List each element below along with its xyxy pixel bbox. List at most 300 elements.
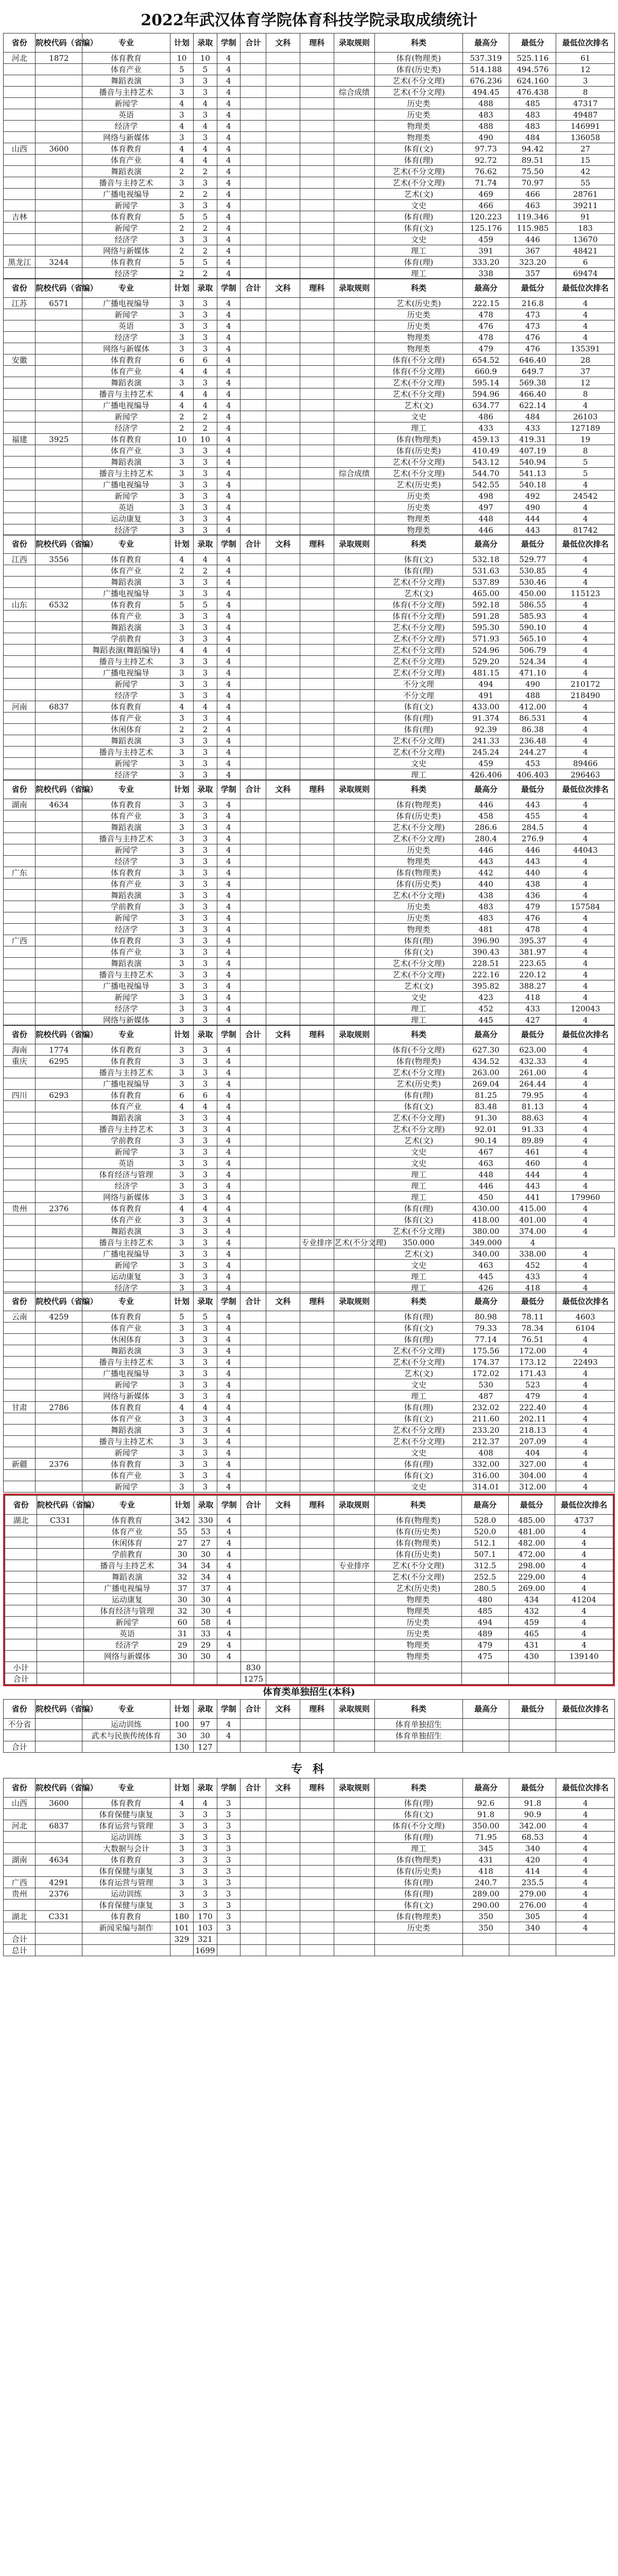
table-cell: 3 xyxy=(194,1135,217,1146)
table-cell: 415.00 xyxy=(509,1203,556,1214)
table-cell: 4 xyxy=(556,1345,615,1357)
table-cell: 3 xyxy=(194,490,217,502)
table-cell: 艺术(不分文理) xyxy=(375,747,462,758)
table-cell: 3 xyxy=(170,713,193,724)
table-cell xyxy=(266,633,300,645)
table-row xyxy=(4,1014,615,1026)
table-cell: 433.00 xyxy=(462,701,509,713)
table-cell: 体育(历史类) xyxy=(375,64,462,75)
table-cell: 历史类 xyxy=(375,912,462,924)
table-cell: 4 xyxy=(556,1481,615,1493)
table-cell xyxy=(266,1628,300,1639)
table-cell xyxy=(4,1248,36,1260)
table-cell xyxy=(300,1311,334,1323)
table-cell: 312.00 xyxy=(509,1481,556,1493)
table-cell xyxy=(300,1549,334,1560)
table-cell: 4 xyxy=(170,1101,193,1112)
table-cell: 艺术(不分文理) xyxy=(375,456,462,468)
table-cell: 2376 xyxy=(36,1888,82,1900)
table-cell xyxy=(241,1583,266,1594)
table-cell: 3 xyxy=(194,1470,217,1481)
table-cell: 585.93 xyxy=(509,611,556,622)
table-cell: 2376 xyxy=(36,1203,82,1214)
table-cell: 171.43 xyxy=(509,1368,556,1379)
table-cell: 体育产业 xyxy=(82,155,170,166)
table-row xyxy=(4,1044,615,1056)
table-cell: 4 xyxy=(217,935,240,946)
table-cell xyxy=(240,1146,266,1158)
table-cell: 3 xyxy=(556,75,615,87)
table-cell xyxy=(36,912,82,924)
table-cell: 89.51 xyxy=(509,155,556,166)
table-cell xyxy=(266,701,300,713)
table-cell xyxy=(334,109,375,121)
table-cell: 艺术(文) xyxy=(375,1368,462,1379)
table-cell: 263.00 xyxy=(462,1067,509,1078)
table-row xyxy=(4,1192,615,1203)
table-cell: 430.00 xyxy=(462,1203,509,1214)
table-cell xyxy=(4,946,36,958)
table-cell: 61 xyxy=(556,53,615,64)
table-cell: 艺术(不分文理) xyxy=(374,1571,462,1583)
table-cell: 30 xyxy=(171,1651,194,1662)
table-cell: 69474 xyxy=(556,268,615,279)
table-cell xyxy=(266,1922,300,1934)
table-cell xyxy=(240,143,266,155)
table-cell: 艺术(不分文理) xyxy=(375,667,462,679)
table-cell xyxy=(36,588,82,599)
table-row xyxy=(5,1560,613,1571)
table-cell xyxy=(5,1583,37,1594)
table-cell xyxy=(334,1809,375,1820)
summary-cell xyxy=(462,1673,508,1685)
table-cell: 595.30 xyxy=(462,622,509,633)
table-cell xyxy=(266,411,300,422)
table-cell: 3 xyxy=(217,1820,240,1832)
table-row xyxy=(4,1248,615,1260)
table-cell xyxy=(266,1854,300,1866)
table-cell xyxy=(36,1112,82,1124)
table-cell: 艺术(不分文理) xyxy=(375,166,462,177)
table-cell: 历史类 xyxy=(375,109,462,121)
table-cell xyxy=(334,1549,374,1560)
table-cell xyxy=(334,633,375,645)
table-cell xyxy=(240,411,266,422)
header-length: 学制 xyxy=(217,33,240,53)
table-cell: 4 xyxy=(217,468,240,479)
table-cell: 3 xyxy=(217,1888,240,1900)
table-cell: 4 xyxy=(217,422,240,434)
table-cell: 4 xyxy=(556,309,615,320)
table-cell xyxy=(334,1311,375,1323)
table-cell xyxy=(266,1003,300,1014)
table-cell: 530.46 xyxy=(509,577,556,588)
table-cell xyxy=(334,1425,375,1436)
table-cell: 475 xyxy=(462,1651,508,1662)
header-length: 学制 xyxy=(217,535,240,554)
table-cell xyxy=(240,343,266,354)
table-cell: 学前教育 xyxy=(82,901,170,912)
table-cell xyxy=(36,735,82,747)
table-cell xyxy=(266,132,300,143)
table-cell: 物理类 xyxy=(375,924,462,935)
table-cell xyxy=(36,479,82,490)
table-row xyxy=(4,980,615,992)
table-cell xyxy=(334,1866,375,1877)
table-cell: 44043 xyxy=(556,844,615,856)
table-cell: 3 xyxy=(194,890,217,901)
table-row xyxy=(5,1639,613,1651)
table-cell: 3 xyxy=(194,468,217,479)
table-cell: 488 xyxy=(462,98,509,109)
table-cell: 经济学 xyxy=(82,524,170,536)
table-cell: 3 xyxy=(170,1843,193,1854)
header-wen: 文科 xyxy=(266,1496,300,1515)
table-cell xyxy=(334,1820,375,1832)
header-li: 理科 xyxy=(300,535,334,554)
table-cell xyxy=(82,1945,170,1956)
table-cell: 3 xyxy=(194,479,217,490)
table-row xyxy=(4,257,615,268)
table-cell: 4 xyxy=(556,1866,615,1877)
table-cell: 431 xyxy=(462,1854,509,1866)
table-cell: 179960 xyxy=(556,1192,615,1203)
table-cell xyxy=(334,1192,375,1203)
header-code: 院校代码（省编） xyxy=(36,780,82,799)
table-cell xyxy=(36,1135,82,1146)
table-cell: 4 xyxy=(217,1135,240,1146)
table-cell: 4 xyxy=(194,1203,217,1214)
table-cell xyxy=(240,758,266,769)
table-cell: 合计 xyxy=(4,1934,36,1945)
table-cell xyxy=(4,1192,36,1203)
table-cell: 520.0 xyxy=(462,1526,508,1537)
table-cell: 3 xyxy=(194,513,217,524)
table-cell: 3 xyxy=(170,1124,193,1135)
table-cell: 4 xyxy=(217,268,240,279)
table-cell: 452 xyxy=(509,1260,556,1271)
table-row xyxy=(4,799,615,810)
table-cell: 5 xyxy=(194,257,217,268)
table-cell: 经济学 xyxy=(82,332,170,343)
table-cell: 442 xyxy=(462,867,509,878)
table-cell: 体育产业 xyxy=(82,946,170,958)
table-cell: 3 xyxy=(194,1459,217,1470)
table-cell xyxy=(36,946,82,958)
table-cell: 4 xyxy=(217,132,240,143)
table-cell: 3 xyxy=(194,1248,217,1260)
table-cell: 文史 xyxy=(375,1158,462,1169)
table-cell: 体育教育 xyxy=(82,1459,170,1470)
table-cell: 2 xyxy=(170,245,193,257)
table-cell xyxy=(240,245,266,257)
table-cell: 3 xyxy=(170,445,193,456)
table-cell xyxy=(266,1192,300,1203)
table-row xyxy=(4,513,615,524)
table-row xyxy=(4,1922,615,1934)
table-cell: 3 xyxy=(170,1413,193,1425)
table-cell xyxy=(4,309,36,320)
table-cell xyxy=(334,867,375,878)
table-cell xyxy=(37,1560,83,1571)
table-cell: 1872 xyxy=(36,53,82,64)
table-cell: 78.34 xyxy=(509,1323,556,1334)
table-cell: 4 xyxy=(217,1158,240,1169)
table-cell xyxy=(4,633,36,645)
table-cell: 544.70 xyxy=(462,468,509,479)
header-plan: 计划 xyxy=(170,1025,193,1044)
table-cell: 127189 xyxy=(556,422,615,434)
table-cell: 410.49 xyxy=(462,445,509,456)
table-cell xyxy=(4,622,36,633)
table-cell xyxy=(240,490,266,502)
table-cell xyxy=(300,98,334,109)
table-cell: 3 xyxy=(170,75,193,87)
table-cell: 676.236 xyxy=(462,75,509,87)
table-cell xyxy=(4,502,36,513)
table-cell: 3 xyxy=(170,912,193,924)
table-cell: 4 xyxy=(217,53,240,64)
table-cell: 28 xyxy=(556,354,615,366)
table-cell xyxy=(266,667,300,679)
table-cell xyxy=(266,878,300,890)
table-cell: 24542 xyxy=(556,490,615,502)
table-cell xyxy=(266,234,300,245)
table-cell: 4 xyxy=(556,735,615,747)
table-cell: 2376 xyxy=(36,1459,82,1470)
table-cell: 4 xyxy=(217,343,240,354)
table-row xyxy=(4,1101,615,1112)
table-row xyxy=(4,1368,615,1379)
table-cell xyxy=(4,1391,36,1402)
table-cell: 4 xyxy=(217,1146,240,1158)
table-cell xyxy=(300,1260,334,1271)
table-cell: 英语 xyxy=(82,320,170,332)
table-cell: 427 xyxy=(509,1014,556,1026)
table-cell xyxy=(36,1481,82,1493)
header-subject: 科类 xyxy=(375,33,462,53)
table-cell xyxy=(334,1323,375,1334)
table-row xyxy=(4,724,615,735)
table-cell: 历史类 xyxy=(375,502,462,513)
table-cell: 文史 xyxy=(375,1447,462,1459)
table-cell xyxy=(36,1169,82,1180)
table-cell: 565.10 xyxy=(509,633,556,645)
header-wen: 文科 xyxy=(266,780,300,799)
table-cell: 4 xyxy=(556,1368,615,1379)
table-cell: 理工 xyxy=(375,1003,462,1014)
table-cell xyxy=(241,1515,266,1526)
table-cell xyxy=(4,969,36,980)
table-cell: 4 xyxy=(556,611,615,622)
summary-cell: 830 xyxy=(241,1662,266,1673)
table-cell: 4 xyxy=(217,735,240,747)
table-cell: 22493 xyxy=(556,1357,615,1368)
table-cell: 4 xyxy=(556,856,615,867)
table-cell xyxy=(36,422,82,434)
table-cell xyxy=(266,1934,300,1945)
table-cell xyxy=(240,1003,266,1014)
table-cell: 广播电视编导 xyxy=(82,667,170,679)
table-cell xyxy=(240,1413,266,1425)
table-row xyxy=(4,1203,615,1214)
table-cell xyxy=(300,268,334,279)
table-cell: 89.89 xyxy=(509,1135,556,1146)
table-cell xyxy=(5,1639,37,1651)
table-cell xyxy=(240,622,266,633)
table-cell xyxy=(334,1798,375,1809)
table-cell xyxy=(300,434,334,445)
table-cell xyxy=(266,1515,300,1526)
table-cell: 4 xyxy=(556,867,615,878)
table-cell: 4 xyxy=(217,1260,240,1271)
table-cell: 体育教育 xyxy=(82,599,170,611)
table-cell: 吉林 xyxy=(4,211,36,223)
table-cell xyxy=(36,490,82,502)
table-cell: 播音与主持艺术 xyxy=(82,969,170,980)
table-cell: 体育(不分文理) xyxy=(375,611,462,622)
table-cell: 3 xyxy=(170,1237,193,1248)
table-cell: 4 xyxy=(556,1271,615,1282)
table-cell xyxy=(240,822,266,833)
header-code: 院校代码（省编） xyxy=(36,33,82,53)
table-cell xyxy=(300,502,334,513)
table-cell: 4 xyxy=(217,1090,240,1101)
table-row xyxy=(4,1226,615,1237)
table-cell xyxy=(241,1639,266,1651)
table-cell: 4 xyxy=(556,1425,615,1436)
table-cell: 210172 xyxy=(556,679,615,690)
table-cell: 3 xyxy=(170,958,193,969)
table-cell xyxy=(300,1571,334,1583)
table-row xyxy=(4,1146,615,1158)
table-cell xyxy=(4,166,36,177)
header-length: 学制 xyxy=(217,1778,240,1798)
table-cell: 物理类 xyxy=(375,513,462,524)
table-cell: 5 xyxy=(194,211,217,223)
table-row xyxy=(4,223,615,234)
table-cell: 4 xyxy=(217,667,240,679)
table-cell: 4 xyxy=(556,724,615,735)
table-cell: 485.00 xyxy=(508,1515,555,1526)
table-cell xyxy=(300,1911,334,1922)
table-cell xyxy=(4,177,36,189)
table-cell: 体育(物理类) xyxy=(375,53,462,64)
table-cell: 4 xyxy=(217,890,240,901)
table-cell xyxy=(334,758,375,769)
table-cell: 4 xyxy=(217,633,240,645)
table-cell: 艺术(历史类) xyxy=(374,1583,462,1594)
table-cell: 4 xyxy=(217,1357,240,1368)
table-row xyxy=(4,1945,615,1956)
table-cell: 3 xyxy=(170,320,193,332)
header-total: 合计 xyxy=(240,1292,266,1311)
table-cell: 2 xyxy=(194,223,217,234)
table-cell: 体育(历史类) xyxy=(374,1526,462,1537)
table-cell xyxy=(266,320,300,332)
table-cell: 3 xyxy=(194,611,217,622)
score-table-3 xyxy=(3,534,615,781)
table-cell xyxy=(266,1470,300,1481)
table-cell: 395.37 xyxy=(509,935,556,946)
table-cell xyxy=(4,1067,36,1078)
table-cell: 4 xyxy=(217,992,240,1003)
table-cell: 3 xyxy=(170,1425,193,1436)
table-cell: 3 xyxy=(194,1854,217,1866)
table-cell xyxy=(266,1459,300,1470)
table-cell: 文史 xyxy=(375,200,462,211)
table-cell: 3 xyxy=(170,1248,193,1260)
table-cell: 舞蹈表演 xyxy=(82,577,170,588)
table-cell: 3 xyxy=(170,1146,193,1158)
header-total: 合计 xyxy=(240,780,266,799)
table-cell: 体育(理) xyxy=(375,211,462,223)
table-cell xyxy=(300,1866,334,1877)
score-table-2 xyxy=(3,278,615,536)
table-cell xyxy=(266,969,300,980)
table-cell: 3 xyxy=(170,1323,193,1334)
table-cell: 3 xyxy=(194,1180,217,1192)
table-cell: 240.7 xyxy=(462,1877,509,1888)
table-cell: 4 xyxy=(556,320,615,332)
table-cell: 4 xyxy=(217,1583,241,1594)
table-cell xyxy=(36,1809,82,1820)
table-cell: 2 xyxy=(194,565,217,577)
single-recruitment-title: 体育类单独招生(本科) xyxy=(263,1687,355,1698)
table-cell: 4737 xyxy=(555,1515,613,1526)
table-cell: 运动康复 xyxy=(82,513,170,524)
table-cell xyxy=(334,1357,375,1368)
table-cell: 4 xyxy=(217,1413,240,1425)
table-cell xyxy=(240,479,266,490)
table-cell xyxy=(375,1741,462,1753)
header-major: 专业 xyxy=(82,535,170,554)
table-row xyxy=(4,588,615,599)
header-total: 合计 xyxy=(240,1700,266,1719)
table-cell: 434.52 xyxy=(462,1056,509,1067)
header-wen: 文科 xyxy=(266,1292,300,1311)
table-cell xyxy=(241,1526,266,1537)
header-code: 院校代码（省编） xyxy=(36,535,82,554)
table-cell: 5 xyxy=(170,599,193,611)
table-cell: 4 xyxy=(217,320,240,332)
table-cell: 3 xyxy=(194,958,217,969)
table-cell: 福建 xyxy=(4,434,36,445)
table-row xyxy=(4,1425,615,1436)
table-cell: 10 xyxy=(170,434,193,445)
table-cell xyxy=(4,611,36,622)
table-cell: 222.16 xyxy=(462,969,509,980)
table-cell: 3 xyxy=(170,690,193,701)
table-cell xyxy=(36,1413,82,1425)
table-cell xyxy=(334,1719,375,1730)
table-cell: 3 xyxy=(194,1877,217,1888)
table-cell: 3600 xyxy=(36,1798,82,1809)
table-cell: 4 xyxy=(217,701,240,713)
table-cell xyxy=(36,502,82,513)
table-cell xyxy=(334,935,375,946)
table-cell: 重庆 xyxy=(4,1056,36,1067)
table-cell: 419.31 xyxy=(509,434,556,445)
table-cell xyxy=(266,769,300,781)
table-cell xyxy=(266,1730,300,1741)
table-cell: 艺术(不分文理) xyxy=(374,1560,462,1571)
table-cell: 体育(文) xyxy=(375,1809,462,1820)
table-cell: 537.89 xyxy=(462,577,509,588)
table-cell: 4 xyxy=(217,234,240,245)
table-cell xyxy=(240,1056,266,1067)
table-cell: 湖北 xyxy=(4,1911,36,1922)
